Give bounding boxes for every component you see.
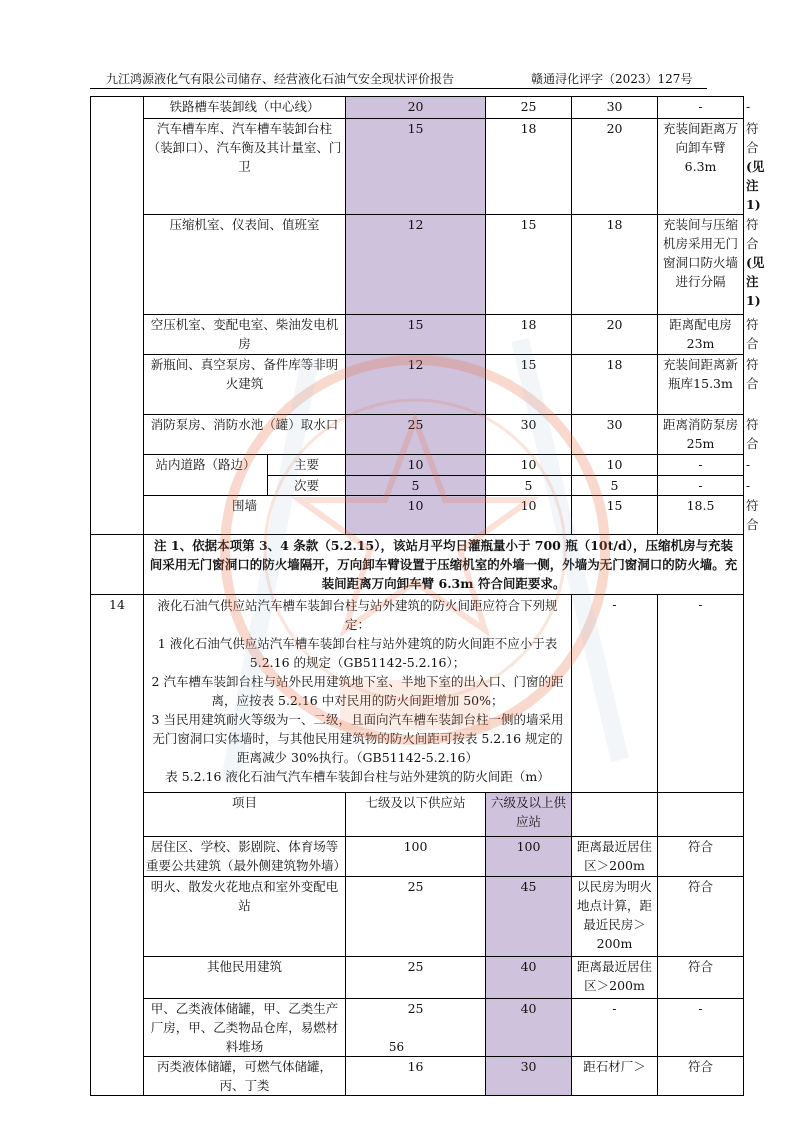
distance-value: 10	[572, 455, 658, 476]
actual-distance: 距离消防泵房 25m	[658, 415, 744, 455]
item-row	[91, 595, 744, 793]
distance-value: 5	[486, 476, 572, 496]
building-name: 居住区、学校、影剧院、体育场等重要公共建筑（最外侧建筑物外墙）	[144, 837, 346, 877]
actual-distance: 充装间距离新瓶库15.3m	[658, 355, 744, 415]
note-number-cell	[91, 535, 144, 595]
building-name: 围墙	[144, 496, 346, 535]
building-name: 空压机室、变配电室、柴油发电机房	[144, 315, 346, 355]
distance-value: 40	[486, 999, 572, 1057]
actual-distance: -	[658, 476, 744, 496]
distance-value: 30	[572, 415, 658, 455]
road-type: 主要	[268, 455, 346, 476]
distance-value: 100	[486, 837, 572, 877]
distance-value: 25	[346, 415, 486, 455]
distance-value: 45	[486, 877, 572, 957]
empty-cell	[658, 793, 744, 837]
distance-value: 30	[572, 97, 658, 119]
distance-value: 10	[486, 455, 572, 476]
distance-value: 15	[572, 496, 658, 535]
table-row: 空压机室、变配电室、柴油发电机房 15 18 20 距离配电房23m 符合	[91, 315, 744, 355]
distance-value: 18	[486, 315, 572, 355]
actual-distance: 充装间距离万向卸车臂6.3m	[658, 119, 744, 215]
distance-value: 16	[346, 1057, 486, 1096]
page-number: 56	[388, 1040, 405, 1054]
distance-value: 15	[486, 355, 572, 415]
table-row: 站内道路（路边） 主要 10 10 10 - -	[91, 455, 744, 476]
distance-value: 18	[572, 215, 658, 315]
distance-value: 10	[486, 496, 572, 535]
result-cell: 符合	[658, 837, 744, 877]
actual-distance: 距石材厂＞	[572, 1057, 658, 1096]
actual-distance: 距离最近居住区＞200m	[572, 837, 658, 877]
table-row: 围墙 10 10 15 18.5 符合	[91, 496, 744, 535]
distance-value: 12	[346, 215, 486, 315]
report-number: 赣通浔化评字（2023）127号	[531, 72, 693, 86]
distance-value: 12	[346, 355, 486, 415]
building-name: 新瓶间、真空泵房、备件库等非明火建筑	[144, 355, 346, 415]
building-name: 甲、乙类液体储罐，甲、乙类生产厂房，甲、乙类物品仓库，易燃材料堆场	[144, 999, 346, 1057]
requirement-line: 1 液化石油气供应站汽车槽车装卸台柱与站外建筑的防火间距不应小于表 5.2.16 的规定（GB51142-5.2.16）；	[157, 636, 558, 670]
distance-value: 20	[572, 315, 658, 355]
actual-distance: 18.5	[658, 496, 744, 535]
actual-distance: -	[658, 97, 744, 119]
building-name: 其他民用建筑	[144, 957, 346, 999]
table-row	[91, 837, 744, 877]
result-note: (见注 1)	[746, 159, 765, 212]
distance-value: 5	[572, 476, 658, 496]
distance-value: 15	[346, 315, 486, 355]
distance-value: 20	[572, 119, 658, 215]
distance-value: 25	[346, 877, 486, 957]
distance-value: 100	[346, 837, 486, 877]
distance-value: 25	[486, 97, 572, 119]
road-label: 站内道路（路边）	[144, 455, 268, 496]
result-cell: 符合	[658, 1057, 744, 1096]
table-row	[91, 877, 744, 957]
actual-distance: -	[658, 455, 744, 476]
note-row	[91, 535, 744, 595]
requirement-text	[144, 595, 572, 793]
table-row	[91, 957, 744, 999]
distance-value: 20	[346, 97, 486, 119]
distance-value: 10	[346, 455, 486, 476]
subheader-col1: 七级及以下供应站	[346, 793, 486, 837]
table-row	[91, 119, 744, 215]
building-name: 明火、散发火花地点和室外变配电站	[144, 877, 346, 957]
header-divider	[90, 88, 707, 89]
item-number: 14	[91, 595, 144, 1096]
building-name: 消防泵房、消防水池（罐）取水口	[144, 415, 346, 455]
table-row	[91, 1057, 744, 1096]
result-cell: -	[658, 999, 744, 1057]
result-note: (见注 1)	[746, 255, 765, 308]
requirement-line: 3 当民用建筑耐火等级为一、二级，且面向汽车槽车装卸台柱一侧的墙采用无门窗洞口实体墙时，与其他民用建筑物的防火间距可按表 5.2.16 规定的距离减少 30%执行。（GB51142-5.2.16）	[151, 712, 564, 765]
result-text: 符合	[746, 121, 759, 155]
building-name: 铁路槽车装卸线（中心线）	[144, 97, 346, 119]
distance-value: 15	[346, 119, 486, 215]
building-name: 压缩机室、仪表间、值班室	[144, 215, 346, 315]
fire-distance-table	[90, 96, 765, 1096]
distance-value: 10	[346, 496, 486, 535]
requirement-line: 液化石油气供应站汽车槽车装卸台柱与站外建筑的防火间距应符合下列规定：	[157, 598, 558, 632]
distance-value: 30	[486, 1057, 572, 1096]
building-name: 丙类液体储罐，可燃气体储罐，丙、丁类	[144, 1057, 346, 1096]
table-row: 次要 5 5 5 - -	[91, 476, 744, 496]
actual-distance: -	[572, 595, 658, 793]
table-row: 新瓶间、真空泵房、备件库等非明火建筑 12 15 18 充装间距离新瓶库15.3m 符合	[91, 355, 744, 415]
actual-distance: -	[572, 999, 658, 1057]
distance-value: 40	[486, 957, 572, 999]
item-number-cell	[91, 97, 144, 535]
subheader-item: 项目	[144, 793, 346, 837]
actual-distance: 以民房为明火地点计算，距最近民房＞200m	[572, 877, 658, 957]
building-name: 汽车槽车库、汽车槽车装卸台柱（装卸口）、汽车衡及其计量室、门卫	[144, 119, 346, 215]
subheader-row	[91, 793, 744, 837]
result-text: 符合	[746, 217, 759, 251]
note-text: 注 1、依据本项第 3、4 条款（5.2.15），该站月平均日灌瓶量小于 700 瓶（10t/d），压缩机房与充装间采用无门窗洞口的防火墙隔开，万向卸车臂设置于压缩机室的外墙一侧，外墙为无门窗洞口的防火墙。充装间距离万向卸车臂 6.3m 符合间距要求。	[144, 535, 744, 595]
table-row: 消防泵房、消防水池（罐）取水口 25 30 30 距离消防泵房 25m 符合	[91, 415, 744, 455]
requirement-line: 2 汽车槽车装卸台柱与站外民用建筑地下室、半地下室的出入口、门窗的距离，应按表 5.2.16 中对民用的防火间距增加 50%；	[151, 674, 564, 708]
distance-value: 30	[486, 415, 572, 455]
empty-cell	[572, 793, 658, 837]
distance-value: 25	[346, 999, 486, 1057]
distance-value: 18	[486, 119, 572, 215]
table-row: 铁路槽车装卸线（中心线） 20 25 30 - -	[91, 97, 744, 119]
table-row	[91, 215, 744, 315]
result-cell: -	[658, 595, 744, 793]
actual-distance: 距离配电房23m	[658, 315, 744, 355]
distance-value: 18	[572, 355, 658, 415]
distance-value: 5	[346, 476, 486, 496]
requirement-line: 表 5.2.16 液化石油气汽车槽车装卸台柱与站外建筑的防火间距（m）	[165, 769, 550, 784]
distance-value: 15	[486, 215, 572, 315]
road-type: 次要	[268, 476, 346, 496]
result-cell: 符合	[658, 957, 744, 999]
subheader-col2: 六级及以上供应站	[486, 793, 572, 837]
header-title: 九江鸿源液化气有限公司储存、经营液化石油气安全现状评价报告	[106, 72, 455, 86]
result-cell: 符合	[658, 877, 744, 957]
actual-distance: 距离最近居住区＞200m	[572, 957, 658, 999]
actual-distance: 充装间与压缩机房采用无门窗洞口防火墙进行分隔	[658, 215, 744, 315]
distance-value: 25	[346, 957, 486, 999]
